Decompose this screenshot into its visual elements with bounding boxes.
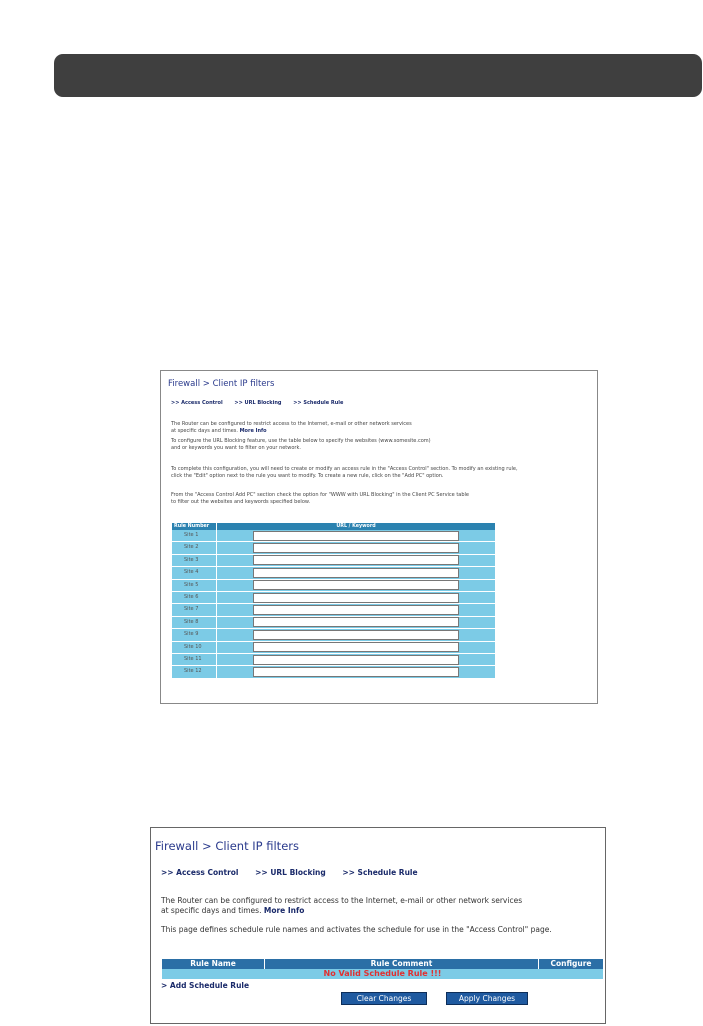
tab-schedule-rule[interactable]: >> Schedule Rule (293, 400, 344, 406)
site-label: Site 8 (172, 617, 217, 628)
site-label: Site 4 (172, 567, 217, 578)
site-label: Site 12 (172, 666, 217, 677)
tab-schedule-rule[interactable]: >> Schedule Rule (342, 868, 418, 877)
url-keyword-table (172, 523, 495, 679)
table-row (172, 542, 495, 554)
url-keyword-input[interactable] (253, 667, 459, 677)
from-text: From the "Access Control Add PC" section check the option for "WWW with URL Blocking" in the Client PC Service table to filter out the websites and keywords specified below. (171, 492, 469, 505)
apply-changes-button[interactable]: Apply Changes (446, 992, 528, 1005)
site-label: Site 9 (172, 629, 217, 640)
page-title: Firewall > Client IP filters (168, 379, 275, 389)
table-row (172, 580, 495, 592)
clear-changes-button[interactable]: Clear Changes (341, 992, 427, 1005)
tab-access-control[interactable]: >> Access Control (161, 868, 239, 877)
tab-access-control[interactable]: >> Access Control (171, 400, 223, 406)
more-info-link[interactable]: More Info (263, 906, 305, 915)
url-keyword-input[interactable] (253, 642, 459, 652)
page-title: Firewall > Client IP filters (155, 839, 299, 853)
site-label: Site 1 (172, 530, 217, 541)
table-row (172, 642, 495, 654)
complete-text: To complete this configuration, you will need to create or modify an access rule in the "Access Control" section. To modify an existing rule, click the "Edit" option next to the rule you want to modify. To create a new rule, click on the "Add PC" option. (171, 466, 518, 479)
site-label: Site 6 (172, 592, 217, 603)
define-text: This page defines schedule rule names and activates the schedule for use in the "Access Control" page. (161, 925, 552, 934)
url-keyword-input[interactable] (253, 531, 459, 541)
table-row (172, 604, 495, 616)
url-keyword-input[interactable] (253, 568, 459, 578)
site-label: Site 10 (172, 642, 217, 653)
table-row (172, 666, 495, 678)
url-keyword-input[interactable] (253, 593, 459, 603)
table-row (172, 629, 495, 641)
url-keyword-input[interactable] (253, 543, 459, 553)
add-schedule-rule-link[interactable]: > Add Schedule Rule (161, 981, 250, 990)
intro-text: The Router can be configured to restrict access to the Internet, e-mail or other network services at specific days and times. More Info (171, 421, 412, 434)
tab-url-blocking[interactable]: >> URL Blocking (255, 868, 326, 877)
schedule-rule-panel (150, 827, 606, 1024)
url-keyword-input[interactable] (253, 555, 459, 565)
table-row (172, 555, 495, 567)
table-row (172, 617, 495, 629)
intro-text: The Router can be configured to restrict access to the Internet, e-mail or other network services at specific days and times. More Info (161, 896, 523, 915)
site-label: Site 2 (172, 542, 217, 553)
schedule-rule-table (162, 959, 603, 979)
nav-tabs (161, 868, 432, 877)
url-keyword-input[interactable] (253, 605, 459, 615)
table-row (172, 530, 495, 542)
site-label: Site 11 (172, 654, 217, 665)
table-header: Rule Name Rule Comment Configure (162, 959, 603, 969)
site-label: Site 3 (172, 555, 217, 566)
more-info-link[interactable]: More Info (239, 427, 267, 434)
site-label: Site 5 (172, 580, 217, 591)
table-row (172, 592, 495, 604)
empty-table-message: No Valid Schedule Rule !!! (162, 969, 603, 979)
table-row (172, 654, 495, 666)
url-keyword-input[interactable] (253, 630, 459, 640)
header-bar (54, 54, 702, 97)
url-keyword-input[interactable] (253, 580, 459, 590)
tab-url-blocking[interactable]: >> URL Blocking (234, 400, 282, 406)
config-text: To configure the URL Blocking feature, use the table below to specify the websites (www.somesite.com) and or keywords you want to filter on your network. (171, 438, 431, 451)
url-keyword-input[interactable] (253, 617, 459, 627)
table-header: Rule Number URL / Keyword (172, 523, 495, 530)
table-row (172, 567, 495, 579)
nav-tabs (171, 400, 353, 406)
site-label: Site 7 (172, 604, 217, 615)
url-blocking-panel (160, 370, 598, 704)
url-keyword-input[interactable] (253, 655, 459, 665)
